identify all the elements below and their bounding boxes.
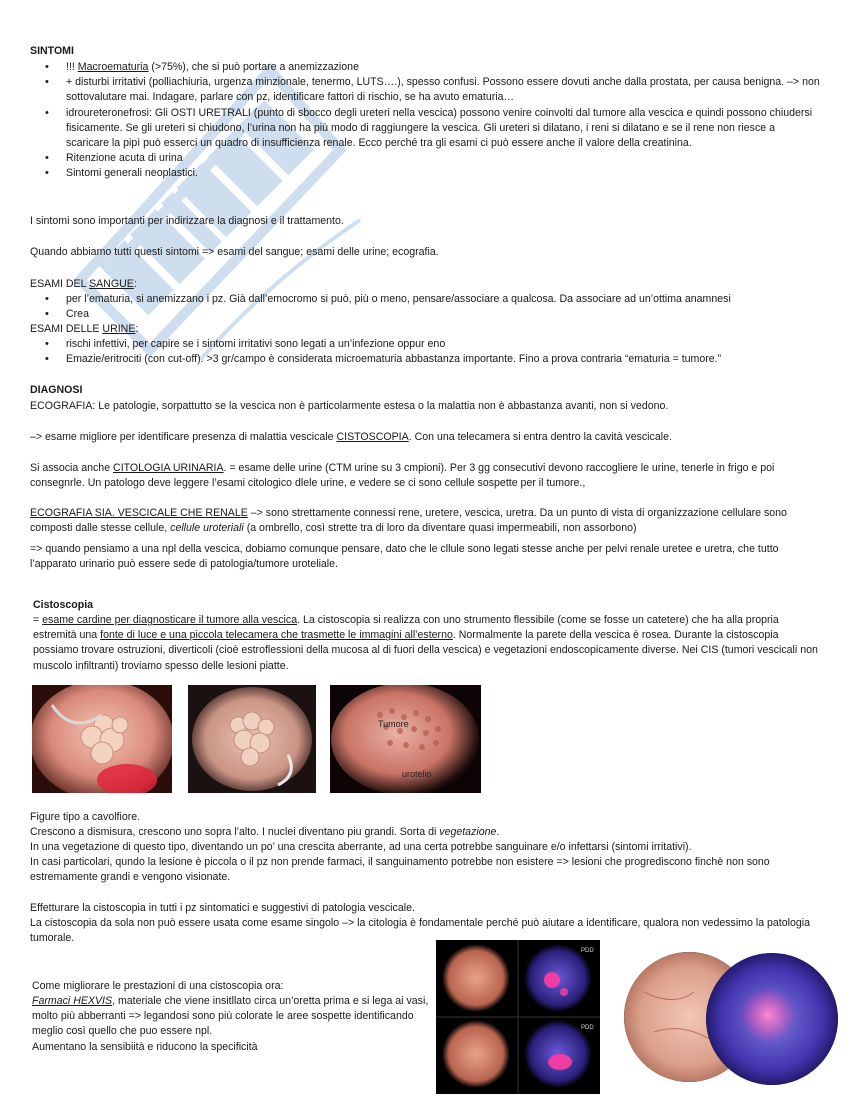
paragraph: –> esame migliore per identificare presenza di malattia vescicale CISTOSCOPIA. Con una telecamera si entra dentro la cavità vescicale. — [30, 431, 672, 443]
paragraph: ECOGRAFIA SIA. VESCICALE CHE RENALE –> sono strettamente connessi rene, uretere, vescica, uretra. Da un punto di vista di organizzazione cellulare sono composti dalle stesse cellule, cellule uroteriali (a ombrello, così strette tra di loro da diventare quasi impermeabili, non assorbono) — [30, 507, 787, 535]
list-item: • Emazie/eritrociti (con cut-off). >3 gr/campo è considerata microematuria abbastanza importante. Fino a prova contraria “ematuria = tumore.” — [30, 352, 820, 367]
list-item: • + disturbi irritativi (polliachiuria, urgenza minzionale, tenermo, LUTS….), spesso confusi. Possono essere dovuti anche dalla prostata, per causa benigna. –> non sottovalutare mai. Indagare, parlare con pz, identificare fattori di rischio, se ha avuto ematuria… — [30, 75, 820, 105]
image-label-pdd: PDD — [581, 1025, 594, 1031]
cystoscopy-image — [32, 685, 172, 793]
list-item: • Crea — [30, 307, 820, 322]
esami-urine-list — [30, 337, 820, 367]
list-item: • rischi infettivi, per capire se i sintomi irritativi sono legati a un’infezione oppur eno — [30, 337, 820, 352]
paragraph: Si associa anche CITOLOGIA URINARIA. = esame delle urine (CTM urine su 3 cmpioni). Per 3 gg consecutivi devono raccogliere le urine, tenerle in frigo e poi consegnrle. Un patologo deve leggere l’esami citologico dlele urine, e vedere se ci sono cellule sospette per il tumore., — [30, 462, 775, 490]
list-item: • idroureteronefrosi: Gli OSTI URETRALI (punto di sbocco degli ureteri nella vescica) possono venire coinvolti dal tumore alla vescica e quindi possono chiudersi fisicamente. Se gli ureteri si chiudono, l’urina non ha più modo di raggiungere la vescica. Gli ureteri si dilatano, i reni si dilatano e se il rene non riesce a scaricare la pipì può esserci un quadro di insufficienza renale. Ecco perché tra gli esami ci può essere anche il valore della creatinina. — [30, 106, 820, 152]
image-label-pdd: PDD — [581, 948, 594, 954]
paragraph: I sintomi sono importanti per indirizzare la diagnosi e il trattamento. — [30, 215, 344, 227]
cystoscopy-image-tumore — [330, 685, 481, 793]
list-item: • !!! Macroematuria (>75%), che si può portare a anemizzazione — [30, 60, 820, 75]
esami-urine-label: ESAMI DELLE URINE: — [30, 323, 139, 335]
hexvis-comparison-grid — [436, 940, 600, 1094]
paragraph: ECOGRAFIA: Le patologie, sorpattutto se la vescica non è particolarmente estesa o la malattia non è abbastanza avanti, non si vedono. — [30, 400, 669, 412]
blue-light-cystoscopy-image — [706, 953, 838, 1085]
list-item: • per l’ematuria, si anemizzano i pz. Già dall’emocromo si può, più o meno, pensare/associare a qualcosa. Da associare ad un’ottima anamnesi — [30, 292, 820, 307]
sintomi-list — [30, 60, 820, 182]
paragraph: La cistoscopia da sola non può essere usata come esame singolo –> la citologia è fondamentale perché può aiutare a identificare, qualora non vedessimo la patologia tumorale. — [30, 917, 811, 945]
paragraph: Aumentano la sensibiità e riducono la specificità — [32, 1041, 258, 1053]
paragraph: Farmaci HEXVIS, materiale che viene insitllato circa un’oretta prima e si lega ai vasi, molto più abberranti => legandosi sono più colorate le aree sospette identificando meglio così quello che puo essere npl. — [32, 995, 429, 1038]
image-label-urotelio: urotelio — [402, 769, 432, 779]
paragraph: Crescono a dismisura, crescono uno sopra l’alto. I nuclei diventano piu grandi. Sorta di vegetazione. — [30, 826, 500, 838]
list-item: • Sintomi generali neoplastici. — [30, 166, 820, 181]
section-title-cistoscopia: Cistoscopia — [33, 599, 94, 611]
paragraph: Come migliorare le prestazioni di una cistoscopia ora: — [32, 980, 284, 992]
esami-sangue-list — [30, 292, 820, 322]
list-item: • Ritenzione acuta di urina — [30, 151, 820, 166]
image-label-tumore: Tumore — [378, 719, 409, 729]
cystoscopy-image — [188, 685, 316, 793]
paragraph: In casi particolari, qundo la lesione è piccola o il pz non prende farmaci, il sanguinamento potrebbe non esistere => lesioni che progrediscono finchè non sono estremamente grandi e vengono visionate. — [30, 856, 770, 884]
paragraph: Figure tipo a cavolfiore. — [30, 811, 141, 823]
paragraph: = esame cardine per diagnosticare il tumore alla vescica. La cistoscopia si realizza con uno strumento flessibile (come se fosse un catetere) che ha alla propria estremità una fonte di luce e una piccola telecamera che trasmette le immagini all’esterno. Normalmente la parete della vescica è rosea. Durante la cistoscopia possiamo trovare ostruzioni, diverticoli (cioè estroflessioni della mucosa al di fuori della vescica) e vegetazioni endoscopicamente diverse. Nei CIS (tumori vescicali non muscolo infiltranti) troviamo spesso delle lesioni piatte. — [33, 614, 818, 672]
section-title-diagnosi: DIAGNOSI — [30, 384, 83, 396]
paragraph: => quando pensiamo a una npl della vescica, dobiamo comunque pensare, dato che le cllule sono legati stesse anche per pelvi renale uretee e uretra, che tutto l’apparato urinario può essere sede di patologia/tumore uroteliale. — [30, 543, 779, 571]
section-title-sintomi: SINTOMI — [30, 45, 74, 57]
esami-sangue-label: ESAMI DEL SANGUE: — [30, 278, 137, 290]
paragraph: Effetturare la cistoscopia in tutti i pz sintomatici e suggestivi di patologia vescicale. — [30, 902, 415, 914]
paragraph: Quando abbiamo tutti questi sintomi => esami del sangue; esami delle urine; ecografia. — [30, 246, 439, 258]
paragraph: In una vegetazione di questo tipo, diventando un po’ una crescita aberrante, ad una certa potrebbe sanguinare e/o infettarsi (sintomi irritativi). — [30, 841, 692, 853]
